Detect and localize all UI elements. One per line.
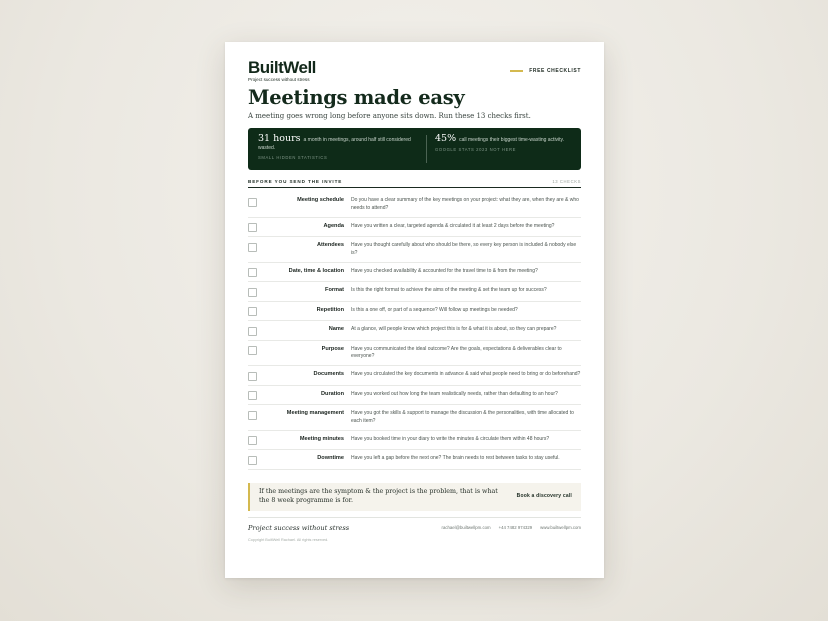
checklist-row	[248, 302, 581, 322]
check-label: Purpose	[321, 345, 344, 352]
stat-hours-line	[258, 135, 423, 152]
checklist-row	[248, 321, 581, 341]
checkbox[interactable]	[248, 198, 257, 207]
check-label: Downtime	[317, 455, 344, 462]
check-description: Have you booked time in your diary to write the minutes & circulate them within 48 hours?	[351, 435, 550, 442]
check-description: Have you written a clear, targeted agenda & circulated it at least 2 days before the meeting?	[351, 222, 555, 229]
check-label: Date, time & location	[288, 267, 344, 274]
check-description: Is this the right format to achieve the aims of the meeting & set the team up for success?	[351, 287, 547, 294]
stat-percent-source: GOOGLE STATS 2023 NOT HERE	[435, 147, 516, 152]
checkbox[interactable]	[248, 327, 257, 336]
badge-accent-line	[510, 70, 523, 72]
checklist	[248, 192, 581, 470]
stat-hours	[258, 135, 423, 160]
book-discovery-call-button[interactable]: Book a discovery call	[516, 492, 572, 499]
section-count: 13 CHECKS	[552, 179, 581, 184]
badge-label: FREE CHECKLIST	[529, 68, 581, 74]
check-label: Format	[325, 287, 344, 294]
check-label: Meeting schedule	[297, 197, 344, 203]
footer-website-link[interactable]: www.builtwellpm.com	[540, 525, 581, 531]
check-description: Have you checked availability & accounted for the travel time to & from the meeting?	[351, 267, 538, 274]
checklist-row	[248, 450, 581, 470]
checkbox[interactable]	[248, 456, 257, 465]
check-label: Agenda	[323, 222, 344, 229]
checklist-row	[248, 341, 581, 367]
checkbox[interactable]	[248, 436, 257, 445]
checklist-row	[248, 282, 581, 302]
check-description: Have you thought carefully about who should be there, so every key person is included & nobody else is?	[351, 242, 577, 256]
stat-percent-value: 45%	[435, 133, 457, 144]
footer-phone[interactable]: +44 7482 974329	[498, 525, 533, 531]
check-description: Have you worked out how long the team realistically needs, rather than defaulting to an hour?	[351, 390, 558, 397]
brand-logo	[248, 60, 316, 82]
checkbox[interactable]	[248, 307, 257, 316]
section-title: BEFORE YOU SEND THE INVITE	[248, 179, 343, 184]
checklist-row	[248, 263, 581, 283]
check-description: Have you got the skills & support to manage the discussion & the personalities, with time allocated to each item?	[351, 410, 574, 425]
check-label: Name	[328, 326, 344, 333]
section-header	[248, 179, 581, 188]
copyright: Copyright BuiltWell Rachael. All rights reserved.	[248, 537, 329, 542]
checklist-sheet	[225, 42, 604, 578]
checkbox[interactable]	[248, 411, 257, 420]
checklist-row	[248, 218, 581, 238]
checkbox[interactable]	[248, 223, 257, 232]
check-description: At a glance, will people know which project this is for & what it is about, so they can prepare?	[351, 326, 557, 333]
footer	[248, 517, 581, 532]
checkbox[interactable]	[248, 346, 257, 355]
check-label: Repetition	[316, 306, 344, 313]
checkbox[interactable]	[248, 268, 257, 277]
checklist-row	[248, 237, 581, 263]
stat-percent-text: call meetings their biggest time-wasting activity.	[459, 137, 565, 143]
checklist-row	[248, 366, 581, 386]
check-description: Is this a one off, or part of a sequence? Will follow up meetings be needed?	[351, 306, 518, 313]
footer-contacts	[442, 525, 581, 530]
check-label: Meeting management	[286, 410, 344, 417]
check-label: Documents	[313, 371, 344, 378]
stats-banner	[248, 128, 581, 170]
checklist-row	[248, 431, 581, 451]
logo-wordmark: BuiltWell	[248, 58, 316, 77]
checkbox[interactable]	[248, 243, 257, 252]
sheet-header	[248, 42, 581, 82]
stats-divider	[426, 135, 427, 163]
stat-hours-text: a month in meetings, around half still considered wasted.	[258, 137, 411, 151]
stat-percent-line	[435, 135, 573, 144]
check-description: Have you communicated the ideal outcome? Are the goals, expectations & deliverables clear to everyone?	[351, 345, 562, 360]
check-description: Do you have a clear summary of the key meetings on your project: what they are, when they are & who needs to attend?	[351, 197, 579, 211]
checkbox[interactable]	[248, 372, 257, 381]
free-checklist-badge	[510, 68, 581, 74]
checklist-row	[248, 405, 581, 431]
stat-hours-value: 31 hours	[258, 133, 301, 144]
checkbox[interactable]	[248, 288, 257, 297]
cta-box	[248, 483, 581, 511]
checklist-row	[248, 192, 581, 218]
check-label: Attendees	[316, 242, 344, 249]
check-description: Have you left a gap before the next one? The brain needs to rest between tasks to stay useful.	[351, 455, 560, 462]
cta-text: If the meetings are the symptom & the project is the problem, that is what the 8 week programme is for.	[259, 487, 498, 505]
page-title: Meetings made easy	[248, 86, 465, 109]
check-label: Duration	[321, 390, 344, 397]
footer-email-link[interactable]: rachael@builtwellpm.com	[441, 525, 491, 531]
checkbox[interactable]	[248, 391, 257, 400]
check-label: Meeting minutes	[299, 435, 344, 442]
logo-tagline: Project success without stress	[248, 77, 310, 82]
stat-hours-source: SMALL HIDDEN STATISTICS	[258, 155, 328, 160]
check-description: Have you circulated the key documents in advance & said what people need to bring or do beforehand?	[351, 371, 581, 378]
page-subtitle: A meeting goes wrong long before anyone sits down. Run these 13 checks first.	[248, 112, 531, 120]
footer-tagline: Project success without stress	[248, 523, 350, 532]
stat-percent	[435, 135, 573, 152]
checklist-row	[248, 386, 581, 406]
